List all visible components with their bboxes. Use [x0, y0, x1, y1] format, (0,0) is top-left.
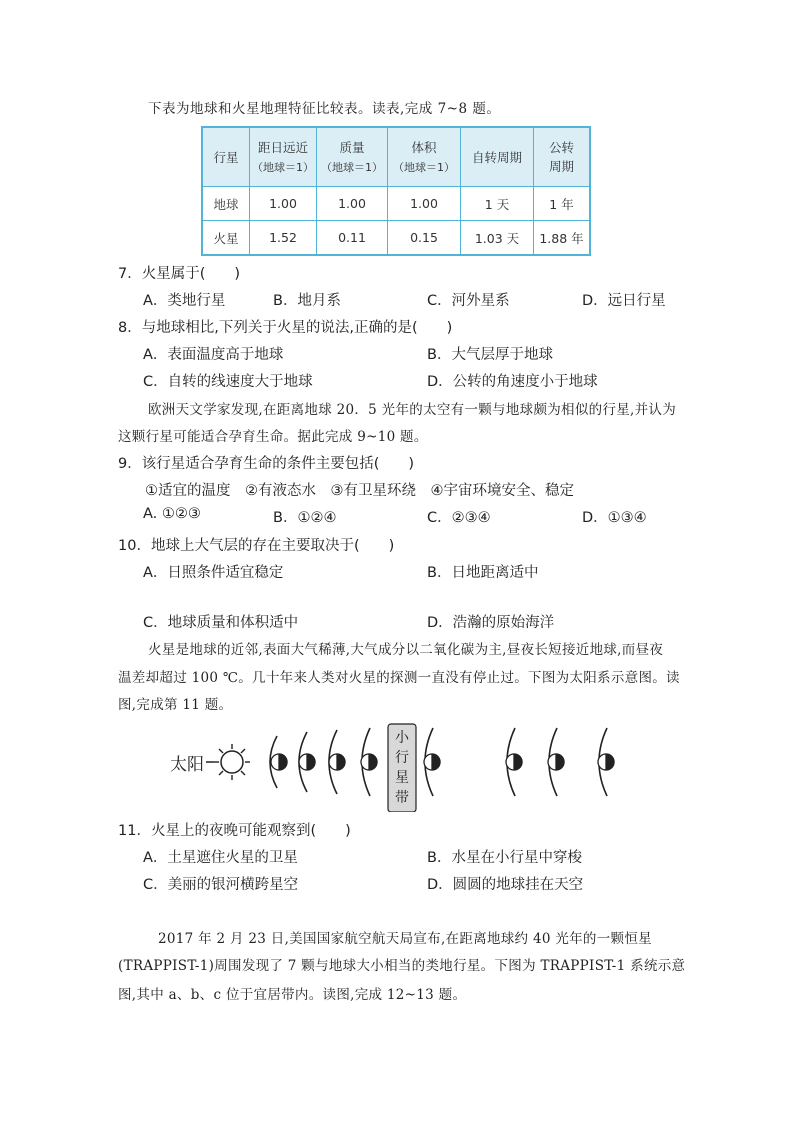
comparison-table [201, 126, 591, 256]
question-7-option-a[interactable]: A．类地行星 [143, 293, 226, 309]
question-8-option-a[interactable]: A．表面温度高于地球 [143, 347, 284, 363]
intro-text-11-line1: 火星是地球的近邻,表面大气稀薄,大气成分以二氧化碳为主,昼夜长短接近地球,而昼夜 [148, 642, 664, 658]
table-cell: 1 天 [461, 187, 534, 221]
table-header: 自转周期 [461, 127, 534, 187]
intro-text-7-8: 下表为地球和火星地理特征比较表。读表,完成 7~8 题。 [148, 101, 501, 117]
table-cell: 火星 [202, 221, 250, 256]
question-8-option-b[interactable]: B．大气层厚于地球 [427, 347, 553, 363]
question-10-stem: 10．地球上大气层的存在主要取决于( ) [118, 538, 395, 554]
belt-char-2: 行 [395, 750, 409, 766]
intro-text-11-line2: 温差却超过 100 ℃。几十年来人类对火星的探测一直没有停止过。下图为太阳系示意图。读 [118, 670, 680, 686]
table-row [202, 187, 590, 221]
intro-text-12-13-line1: 2017 年 2 月 23 日,美国国家航空航天局宣布,在距离地球约 40 光年的一颗恒星 [158, 931, 652, 947]
intro-text-9-10-line2: 这颗行星可能适合孕育生命。据此完成 9~10 题。 [118, 429, 428, 445]
mars-planet-icon [361, 754, 377, 770]
table-header: 行星 [202, 127, 250, 187]
question-11-option-a[interactable]: A．土星遮住火星的卫星 [143, 850, 298, 866]
question-11-option-c[interactable]: C．美丽的银河横跨星空 [143, 877, 299, 893]
question-10-option-d[interactable]: D．浩瀚的原始海洋 [427, 615, 555, 631]
saturn-planet-icon [506, 754, 522, 770]
table-cell: 1.88 年 [534, 221, 591, 256]
question-7-option-d[interactable]: D．远日行星 [582, 293, 666, 309]
question-9-option-d[interactable]: D．①③④ [582, 510, 647, 526]
table-header: 距日远近 （地球＝1） [250, 127, 317, 187]
jupiter-planet-icon [424, 754, 440, 770]
neptune-planet-icon [598, 754, 614, 770]
intro-text-11-line3: 图,完成第 11 题。 [118, 697, 233, 713]
question-7-option-c[interactable]: C．河外星系 [427, 293, 510, 309]
table-header: 体积 （地球＝1） [388, 127, 461, 187]
belt-char-1: 小 [395, 730, 409, 746]
table-cell: 1.00 [317, 187, 388, 221]
belt-char-3: 星 [395, 770, 409, 786]
uranus-planet-icon [548, 754, 564, 770]
question-11-option-d[interactable]: D．圆圆的地球挂在天空 [427, 877, 584, 893]
table-header: 公转 周期 [534, 127, 591, 187]
question-9-option-a[interactable]: A. ①②③ [143, 506, 201, 522]
question-7-stem: 7．火星属于( ) [118, 266, 241, 282]
sun-label: 太阳 [170, 755, 204, 775]
table-cell: 0.11 [317, 221, 388, 256]
table-row [202, 221, 590, 256]
table-cell: 地球 [202, 187, 250, 221]
question-9-option-c[interactable]: C．②③④ [427, 510, 491, 526]
question-8-stem: 8．与地球相比,下列关于火星的说法,正确的是( ) [118, 320, 453, 336]
question-8-option-d[interactable]: D．公转的角速度小于地球 [427, 374, 598, 390]
table-cell: 1.00 [388, 187, 461, 221]
asteroid-belt-icon [388, 724, 416, 812]
table-cell: 0.15 [388, 221, 461, 256]
question-11-option-b[interactable]: B．水星在小行星中穿梭 [427, 850, 582, 866]
intro-text-9-10-line1: 欧洲天文学家发现,在距离地球 20．5 光年的太空有一颗与地球颇为相似的行星,并认为 [148, 402, 677, 418]
intro-text-12-13-line3: 图,其中 a、b、c 位于宜居带内。读图,完成 12~13 题。 [118, 987, 467, 1003]
question-10-option-c[interactable]: C．地球质量和体积适中 [143, 615, 299, 631]
sun-icon [206, 744, 250, 780]
table-cell: 1 年 [534, 187, 591, 221]
mercury-planet-icon [271, 754, 287, 770]
question-9-option-b[interactable]: B．①②④ [273, 510, 337, 526]
question-9-conditions: ①适宜的温度 ②有液态水 ③有卫星环绕 ④宇宙环境安全、稳定 [145, 483, 574, 499]
question-7-option-b[interactable]: B．地月系 [273, 293, 341, 309]
earth-planet-icon [329, 754, 345, 770]
question-10-option-b[interactable]: B．日地距离适中 [427, 565, 539, 581]
intro-text-12-13-line2: (TRAPPIST-1)周围发现了 7 颗与地球大小相当的类地行星。下图为 TRAPPIST-1 系统示意 [118, 958, 686, 974]
table-header-row [202, 127, 590, 187]
question-11-stem: 11．火星上的夜晚可能观察到( ) [118, 823, 351, 839]
question-8-option-c[interactable]: C．自转的线速度大于地球 [143, 374, 313, 390]
question-10-option-a[interactable]: A．日照条件适宜稳定 [143, 565, 284, 581]
venus-planet-icon [299, 754, 315, 770]
question-9-stem: 9．该行星适合孕育生命的条件主要包括( ) [118, 456, 415, 472]
belt-char-4: 带 [395, 790, 409, 806]
table-cell: 1.03 天 [461, 221, 534, 256]
table-header: 质量 （地球＝1） [317, 127, 388, 187]
table-cell: 1.00 [250, 187, 317, 221]
table-cell: 1.52 [250, 221, 317, 256]
solar-system-diagram [170, 718, 630, 816]
